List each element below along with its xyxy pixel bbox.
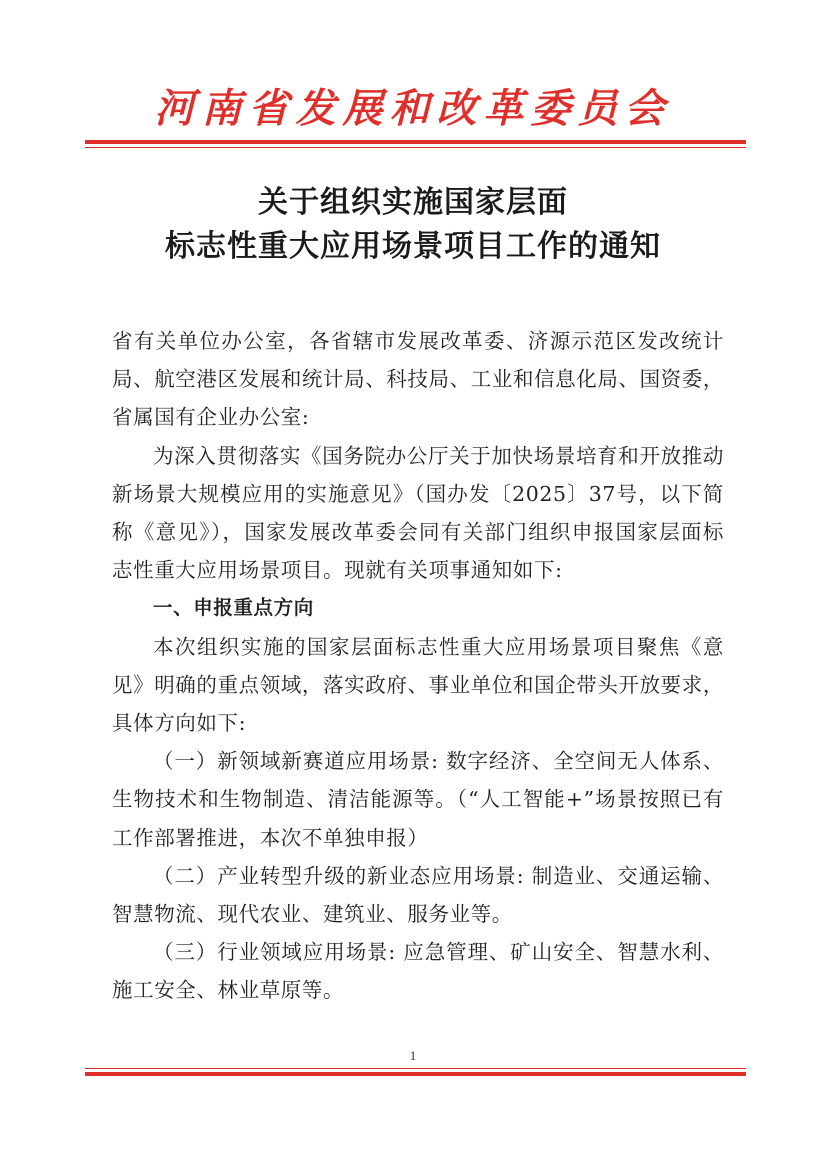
letterhead-rule-thin xyxy=(85,147,746,148)
footer-rule-thin xyxy=(85,1068,746,1069)
footer-rule-thick xyxy=(85,1072,746,1076)
letterhead-org-name: 河南省发展和改革委员会 xyxy=(154,86,672,132)
list-item-2: （二）产业转型升级的新业态应用场景: 制造业、交通运输、智慧物流、现代农业、建筑业、服务业等。 xyxy=(112,863,724,927)
list-item-3: （三）行业领域应用场景: 应急管理、矿山安全、智慧水利、施工安全、林业草原等。 xyxy=(112,940,724,1003)
letterhead-rule-thick xyxy=(85,140,746,144)
list-item-1: （一）新领域新赛道应用场景: 数字经济、全空间无人体系、生物技术和生物制造、清洁能源等。（“人工智能+”场景按照已有工作部署推进，本次不单独申报） xyxy=(112,749,724,850)
addressee-paragraph: 省有关单位办公室，各省辖市发展改革委、济源示范区发改统计局、航空港区发展和统计局、科技局、工业和信息化局、国资委，省属国有企业办公室: xyxy=(112,329,724,430)
section-1-paragraph: 本次组织实施的国家层面标志性重大应用场景项目聚焦《意见》明确的重点领域，落实政府、事业单位和国企带头开放要求，具体方向如下: xyxy=(112,634,724,736)
document-body xyxy=(112,322,724,1010)
document-title-line-1: 关于组织实施国家层面 xyxy=(258,185,568,220)
document-title-line-2: 标志性重大应用场景项目工作的通知 xyxy=(165,229,661,264)
page-number: 1 xyxy=(409,1048,417,1063)
intro-paragraph: 为深入贯彻落实《国务院办公厅关于加快场景培育和开放推动新场景大规模应用的实施意见》（国办发〔2025〕37号，以下简称《意见》），国家发展改革委会同有关部门组织申报国家层面标志性重大应用场景项目。现就有关项事通知如下: xyxy=(112,443,724,583)
section-heading-1: 一、申报重点方向 xyxy=(153,596,314,620)
